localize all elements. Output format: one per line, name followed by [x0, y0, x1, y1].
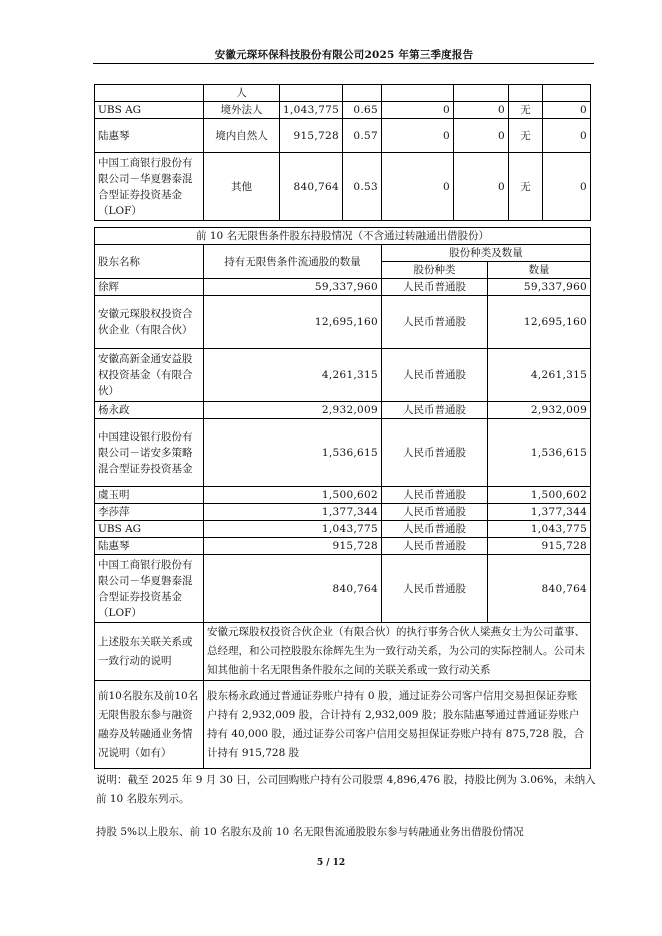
- table-row: [95, 504, 591, 521]
- share-category: 人民币普通股: [382, 538, 488, 555]
- pledge-quantity: 0: [543, 153, 591, 221]
- top-shareholders-table-continued: [94, 84, 591, 221]
- share-category: 人民币普通股: [382, 349, 488, 402]
- unrestricted-shareholders-table: [94, 227, 591, 769]
- share-quantity: 59,337,960: [488, 279, 591, 296]
- holding-ratio: 0.57: [343, 119, 382, 153]
- holder-name: 中国建设银行股份有限公司－诺安多策略混合型证券投资基金: [95, 419, 204, 487]
- share-category: 人民币普通股: [382, 487, 488, 504]
- unrestricted-count: 840,764: [204, 555, 382, 623]
- holder-type: 境外法人: [204, 102, 280, 119]
- unrestricted-count: 1,377,344: [204, 504, 382, 521]
- header-category-group: 股份种类及数量: [382, 245, 591, 262]
- holder-name: 杨永政: [95, 402, 204, 419]
- share-category: 人民币普通股: [382, 555, 488, 623]
- unrestricted-count: 1,043,775: [204, 521, 382, 538]
- share-quantity: 1,536,615: [488, 419, 591, 487]
- holder-name: 徐辉: [95, 279, 204, 296]
- share-quantity: 1,043,775: [488, 521, 591, 538]
- share-quantity: 915,728: [488, 538, 591, 555]
- report-header-title: 安徽元琛环保科技股份有限公司2025 年第三季度报告: [214, 49, 474, 61]
- table-row: [95, 487, 591, 504]
- table-row: [95, 538, 591, 555]
- holder-name: 安徽高新金通安益股权投资基金（有限合伙）: [95, 349, 204, 402]
- share-category: 人民币普通股: [382, 296, 488, 349]
- unrestricted-count: 1,536,615: [204, 419, 382, 487]
- related-party-text: 安徽元琛股权投资合伙企业（有限合伙）的执行事务合伙人梁燕女士为公司董事、总经理，和公司控股股东徐辉先生为一致行动关系，为公司的实际控制人。公司未知其他前十名无限售条件股东之间的关联关系或一致行动关系: [204, 623, 591, 681]
- share-quantity: 2,932,009: [488, 402, 591, 419]
- page-number: 5 / 12: [316, 858, 346, 868]
- header-count: 持有无限售条件流通股的数量: [204, 245, 382, 279]
- table-title: 前 10 名无限售条件股东持股情况（不含通过转融通出借股份）: [95, 228, 591, 245]
- share-quantity: 1,500,602: [488, 487, 591, 504]
- margin-trading-row: [95, 681, 591, 769]
- continuation-cell: 人: [204, 85, 280, 102]
- unrestricted-count: 915,728: [204, 538, 382, 555]
- share-category: 人民币普通股: [382, 419, 488, 487]
- holder-name: 安徽元琛股权投资合伙企业（有限合伙）: [95, 296, 204, 349]
- table-row: [95, 521, 591, 538]
- share-quantity: 840,764: [488, 555, 591, 623]
- table-row: [95, 279, 591, 296]
- share-quantity: 12,695,160: [488, 296, 591, 349]
- holding-ratio: 0.65: [343, 102, 382, 119]
- header-row: [95, 245, 591, 262]
- pledge-status: 无: [509, 102, 543, 119]
- unrestricted-count: 12,695,160: [204, 296, 382, 349]
- table-row: [95, 153, 591, 221]
- table-row: [95, 419, 591, 487]
- table-row: [95, 119, 591, 153]
- share-category: 人民币普通股: [382, 521, 488, 538]
- holder-name: 虞玉明: [95, 487, 204, 504]
- holder-name: UBS AG: [95, 102, 204, 119]
- share-category: 人民币普通股: [382, 279, 488, 296]
- repurchase-note: 说明：截至 2025 年 9 月 30 日，公司回购账户持有公司股票 4,896,476 股，持股比例为 3.06%，未纳入前 10 名股东列示。: [96, 774, 596, 805]
- holder-type: 其他: [204, 153, 280, 221]
- unrestricted-count: 2,932,009: [204, 402, 382, 419]
- share-category: 人民币普通股: [382, 402, 488, 419]
- related-party-label: 上述股东关联关系或一致行动的说明: [95, 623, 204, 681]
- table-row: [95, 555, 591, 623]
- table-row: [95, 402, 591, 419]
- margin-trading-label: 前10名股东及前10名无限售股东参与融资融券及转融通业务情况说明（如有）: [95, 681, 204, 769]
- shares-held: 840,764: [280, 153, 343, 221]
- unrestricted-count: 1,500,602: [204, 487, 382, 504]
- table-row: [95, 349, 591, 402]
- holder-name: 中国工商银行股份有限公司－华夏磐泰混合型证券投资基金（LOF）: [95, 153, 204, 221]
- pledge-quantity: 0: [543, 102, 591, 119]
- share-quantity: 1,377,344: [488, 504, 591, 521]
- table-row: [95, 296, 591, 349]
- continuation-row: [95, 85, 591, 102]
- share-category: 人民币普通股: [382, 504, 488, 521]
- holder-name: UBS AG: [95, 521, 204, 538]
- unrestricted-count: 4,261,315: [204, 349, 382, 402]
- pledged-shares: 0: [454, 153, 509, 221]
- header-category: 股份种类: [382, 262, 488, 279]
- restricted-shares: 0: [382, 119, 454, 153]
- pledged-shares: 0: [454, 102, 509, 119]
- header-holder: 股东名称: [95, 245, 204, 279]
- shares-held: 1,043,775: [280, 102, 343, 119]
- unrestricted-count: 59,337,960: [204, 279, 382, 296]
- restricted-shares: 0: [382, 102, 454, 119]
- header-rule: [93, 63, 594, 64]
- table-title-row: [95, 228, 591, 245]
- holder-name: 中国工商银行股份有限公司－华夏磐泰混合型证券投资基金（LOF）: [95, 555, 204, 623]
- shares-held: 915,728: [280, 119, 343, 153]
- pledge-status: 无: [509, 119, 543, 153]
- pledge-quantity: 0: [543, 119, 591, 153]
- holder-name: 陆惠琴: [95, 538, 204, 555]
- holder-type: 境内自然人: [204, 119, 280, 153]
- table-row: [95, 102, 591, 119]
- holding-ratio: 0.53: [343, 153, 382, 221]
- pledge-status: 无: [509, 153, 543, 221]
- holder-name: 陆惠琴: [95, 119, 204, 153]
- section-subheading: 持股 5%以上股东、前 10 名股东及前 10 名无限售流通股股东参与转融通业务出借股份情况: [96, 826, 524, 838]
- margin-trading-text: 股东杨永政通过普通证券账户持有 0 股，通过证券公司客户信用交易担保证券账户持有 2,932,009 股，合计持有 2,932,009 股；股东陆惠琴通过普通证券账户持有 40,000 股，通过证券公司客户信用交易担保证券账户持有 875,728 股，合计持有 915,728 股: [204, 681, 591, 769]
- related-party-row: [95, 623, 591, 681]
- header-quantity: 数量: [488, 262, 591, 279]
- restricted-shares: 0: [382, 153, 454, 221]
- pledged-shares: 0: [454, 119, 509, 153]
- holder-name: 李莎萍: [95, 504, 204, 521]
- share-quantity: 4,261,315: [488, 349, 591, 402]
